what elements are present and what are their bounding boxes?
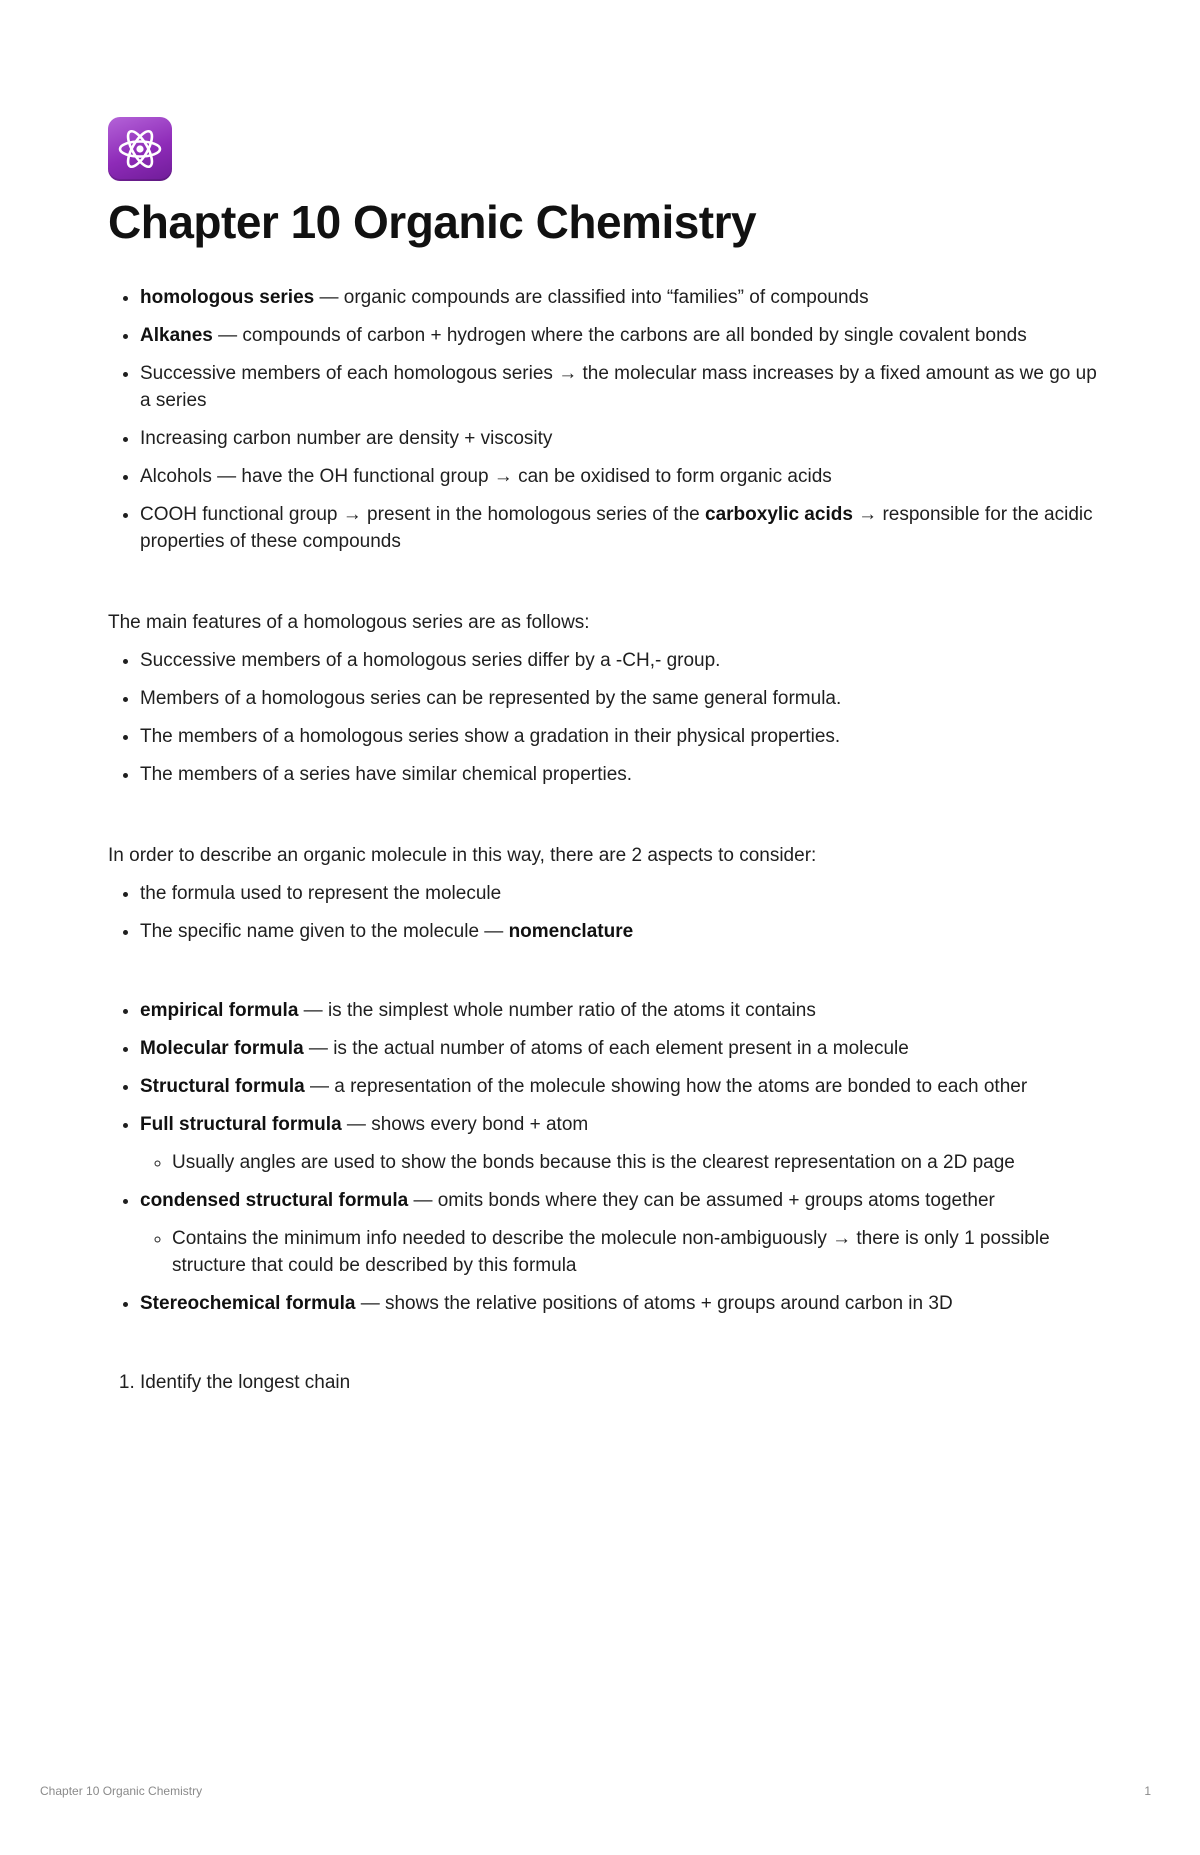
- list-item: • Alcohols — have the OH functional group → can be oxidised to form organic acids: [140, 463, 1098, 490]
- page-title: Chapter 10 Organic Chemistry: [108, 196, 757, 248]
- term: empirical formula: [140, 1000, 299, 1022]
- list-item: • Alkanes — compounds of carbon + hydrogen where the carbons are all bonded by single covalent bonds: [140, 322, 1098, 349]
- list-item: • homologous series — organic compounds are classified into “families” of compounds: [140, 284, 1098, 311]
- term: Molecular formula: [140, 1038, 304, 1060]
- list-item: • COOH functional group → present in the homologous series of the carboxylic acids → responsible for the acidic properties of these compounds: [140, 501, 1098, 555]
- aspects-intro: In order to describe an organic molecule in this way, there are 2 aspects to consider:: [108, 845, 817, 867]
- term: Full structural formula: [140, 1114, 342, 1136]
- sub-list: [140, 1149, 1098, 1176]
- list-item: • empirical formula — is the simplest whole number ratio of the atoms it contains: [140, 997, 1098, 1024]
- list-item: • Stereochemical formula — shows the relative positions of atoms + groups around carbon in 3D: [140, 1290, 1098, 1317]
- sub-list: [140, 1225, 1098, 1279]
- features-intro: The main features of a homologous series are as follows:: [108, 612, 590, 634]
- term: Stereochemical formula: [140, 1293, 356, 1315]
- sub-list-item: ◦ Contains the minimum info needed to describe the molecule non-ambiguously → there is only 1 possible structure that could be described by this formula: [172, 1225, 1098, 1279]
- list-item: • Successive members of each homologous series → the molecular mass increases by a fixed amount as we go up a series: [140, 360, 1098, 414]
- footer-page-number: 1: [1144, 1784, 1151, 1798]
- list-item: • Increasing carbon number are density + viscosity: [140, 425, 1098, 452]
- list-item: • Members of a homologous series can be represented by the same general formula.: [140, 685, 1098, 712]
- sub-list-item: ◦ Usually angles are used to show the bonds because this is the clearest representation on a 2D page: [172, 1149, 1098, 1176]
- list-item: • The members of a homologous series show a gradation in their physical properties.: [140, 723, 1098, 750]
- key-terms-list: [108, 284, 1098, 555]
- list-item: • Successive members of a homologous series differ by a -CH,- group.: [140, 647, 1098, 674]
- term: carboxylic acids: [705, 504, 853, 526]
- term: Structural formula: [140, 1076, 305, 1098]
- list-item: • Full structural formula — shows every bond + atom ◦ Usually angles are used to show the bonds because this is the clearest representation on a 2D page: [140, 1111, 1098, 1176]
- atom-icon: [108, 117, 172, 181]
- term: condensed structural formula: [140, 1190, 409, 1212]
- document-page: [108, 117, 1098, 1407]
- numbered-item: 1. Identify the longest chain: [140, 1369, 1098, 1396]
- list-item: • condensed structural formula — omits bonds where they can be assumed + groups atoms together ◦ Contains the minimum info needed to describe the molecule non-ambiguously → there is only 1 possible structure that could be described by this formula: [140, 1187, 1098, 1279]
- aspects-list: [108, 880, 1098, 945]
- term: homologous series: [140, 287, 315, 309]
- list-item: • The members of a series have similar chemical properties.: [140, 761, 1098, 788]
- footer-title: Chapter 10 Organic Chemistry: [40, 1784, 203, 1798]
- list-item: • Structural formula — a representation of the molecule showing how the atoms are bonded to each other: [140, 1073, 1098, 1100]
- list-item: • The specific name given to the molecule — nomenclature: [140, 918, 1098, 945]
- term: nomenclature: [508, 921, 634, 943]
- term: Alkanes: [140, 325, 213, 347]
- naming-steps-list: [108, 1369, 1098, 1396]
- list-item: • the formula used to represent the molecule: [140, 880, 1098, 907]
- features-list: [108, 647, 1098, 788]
- list-item: • Molecular formula — is the actual number of atoms of each element present in a molecule: [140, 1035, 1098, 1062]
- formula-types-list: [108, 997, 1098, 1317]
